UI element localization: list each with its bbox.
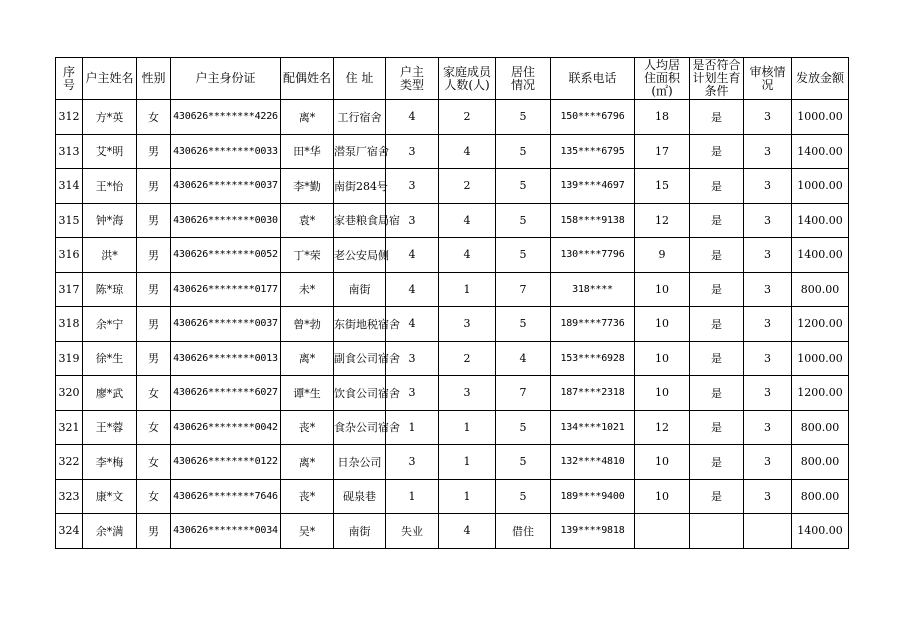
cell-area: 12 <box>635 203 690 238</box>
cell-gender: 女 <box>137 376 171 411</box>
cell-spouse: 吴* <box>281 514 334 549</box>
cell-type: 3 <box>386 341 439 376</box>
cell-seq: 324 <box>56 514 83 549</box>
cell-phone: 189****9400 <box>551 479 635 514</box>
table-row <box>56 134 849 169</box>
cell-id: 430626********0052 <box>171 238 281 273</box>
cell-amount: 1000.00 <box>792 341 849 376</box>
cell-phone: 139****4697 <box>551 169 635 204</box>
cell-members: 2 <box>439 100 496 135</box>
cell-type: 4 <box>386 238 439 273</box>
cell-address: 砚泉巷 <box>334 479 386 514</box>
header-type: 户主 类型 <box>386 58 439 100</box>
cell-gender: 男 <box>137 134 171 169</box>
cell-review: 3 <box>744 203 792 238</box>
cell-phone: 135****6795 <box>551 134 635 169</box>
table-row <box>56 376 849 411</box>
header-row <box>56 58 849 100</box>
cell-gender: 男 <box>137 169 171 204</box>
cell-seq: 315 <box>56 203 83 238</box>
cell-gender: 女 <box>137 479 171 514</box>
cell-gender: 女 <box>137 445 171 480</box>
cell-owner: 陈*琼 <box>83 272 137 307</box>
cell-planning: 是 <box>690 203 744 238</box>
cell-owner: 方*英 <box>83 100 137 135</box>
cell-area: 10 <box>635 341 690 376</box>
cell-review: 3 <box>744 410 792 445</box>
cell-phone: 134****1021 <box>551 410 635 445</box>
header-gender: 性别 <box>137 58 171 100</box>
header-seq: 序 号 <box>56 58 83 100</box>
cell-residence: 5 <box>496 445 551 480</box>
cell-phone: 318**** <box>551 272 635 307</box>
cell-id: 430626********0030 <box>171 203 281 238</box>
cell-area: 10 <box>635 376 690 411</box>
cell-planning: 是 <box>690 445 744 480</box>
cell-residence: 5 <box>496 479 551 514</box>
cell-id: 430626********6027 <box>171 376 281 411</box>
cell-address: 南街 <box>334 514 386 549</box>
cell-id: 430626********0037 <box>171 169 281 204</box>
cell-planning: 是 <box>690 100 744 135</box>
subsidy-table <box>55 57 849 549</box>
cell-members: 1 <box>439 272 496 307</box>
cell-planning: 是 <box>690 169 744 204</box>
cell-review: 3 <box>744 479 792 514</box>
cell-review: 3 <box>744 169 792 204</box>
cell-spouse: 离* <box>281 100 334 135</box>
cell-owner: 廖*武 <box>83 376 137 411</box>
header-residence: 居住 情况 <box>496 58 551 100</box>
cell-planning <box>690 514 744 549</box>
cell-id: 430626********0042 <box>171 410 281 445</box>
cell-gender: 男 <box>137 272 171 307</box>
table-row <box>56 479 849 514</box>
header-phone: 联系电话 <box>551 58 635 100</box>
cell-address: 副食公司宿舍 <box>334 341 386 376</box>
cell-residence: 4 <box>496 341 551 376</box>
cell-id: 430626********0177 <box>171 272 281 307</box>
cell-amount: 1200.00 <box>792 376 849 411</box>
cell-amount: 800.00 <box>792 479 849 514</box>
cell-members: 4 <box>439 238 496 273</box>
cell-address: 南街 <box>334 272 386 307</box>
cell-seq: 318 <box>56 307 83 342</box>
cell-review: 3 <box>744 134 792 169</box>
cell-spouse: 丁*荣 <box>281 238 334 273</box>
cell-area: 10 <box>635 445 690 480</box>
cell-members: 2 <box>439 169 496 204</box>
cell-type: 1 <box>386 410 439 445</box>
cell-planning: 是 <box>690 410 744 445</box>
header-planning: 是否符合 计划生育 条件 <box>690 58 744 100</box>
cell-gender: 男 <box>137 238 171 273</box>
cell-area: 12 <box>635 410 690 445</box>
cell-gender: 男 <box>137 203 171 238</box>
cell-type: 3 <box>386 203 439 238</box>
cell-gender: 男 <box>137 307 171 342</box>
cell-phone: 187****2318 <box>551 376 635 411</box>
cell-residence: 7 <box>496 272 551 307</box>
cell-residence: 5 <box>496 100 551 135</box>
cell-amount: 1000.00 <box>792 169 849 204</box>
cell-phone: 130****7796 <box>551 238 635 273</box>
cell-residence: 5 <box>496 169 551 204</box>
cell-amount: 800.00 <box>792 410 849 445</box>
cell-address: 南街284号 <box>334 169 386 204</box>
cell-id: 430626********0034 <box>171 514 281 549</box>
cell-owner: 艾*明 <box>83 134 137 169</box>
cell-spouse: 离* <box>281 341 334 376</box>
cell-seq: 314 <box>56 169 83 204</box>
cell-review: 3 <box>744 445 792 480</box>
cell-address: 饮食公司宿舍 <box>334 376 386 411</box>
table-row <box>56 100 849 135</box>
cell-type: 3 <box>386 445 439 480</box>
cell-phone: 132****4810 <box>551 445 635 480</box>
cell-amount: 1400.00 <box>792 134 849 169</box>
cell-seq: 312 <box>56 100 83 135</box>
cell-type: 4 <box>386 272 439 307</box>
cell-owner: 余*满 <box>83 514 137 549</box>
cell-area: 9 <box>635 238 690 273</box>
cell-seq: 320 <box>56 376 83 411</box>
cell-phone: 139****9818 <box>551 514 635 549</box>
cell-amount: 800.00 <box>792 445 849 480</box>
table-row <box>56 169 849 204</box>
cell-type: 3 <box>386 376 439 411</box>
cell-owner: 钟*海 <box>83 203 137 238</box>
table-row <box>56 410 849 445</box>
cell-address: 潜泵厂宿舍 <box>334 134 386 169</box>
cell-id: 430626********0122 <box>171 445 281 480</box>
cell-address: 工行宿舍 <box>334 100 386 135</box>
cell-phone: 153****6928 <box>551 341 635 376</box>
cell-residence: 5 <box>496 307 551 342</box>
cell-id: 430626********0033 <box>171 134 281 169</box>
cell-members: 1 <box>439 410 496 445</box>
cell-review: 3 <box>744 100 792 135</box>
cell-address: 东街地税宿舍 <box>334 307 386 342</box>
cell-residence: 7 <box>496 376 551 411</box>
cell-residence: 5 <box>496 238 551 273</box>
cell-spouse: 谭*生 <box>281 376 334 411</box>
cell-planning: 是 <box>690 376 744 411</box>
cell-spouse: 袁* <box>281 203 334 238</box>
cell-members: 1 <box>439 479 496 514</box>
cell-phone: 150****6796 <box>551 100 635 135</box>
cell-id: 430626********0037 <box>171 307 281 342</box>
table-row <box>56 307 849 342</box>
cell-address: 日杂公司 <box>334 445 386 480</box>
cell-id: 430626********0013 <box>171 341 281 376</box>
cell-seq: 317 <box>56 272 83 307</box>
header-review: 审核情况 <box>744 58 792 100</box>
cell-seq: 316 <box>56 238 83 273</box>
cell-amount: 1400.00 <box>792 203 849 238</box>
cell-review: 3 <box>744 272 792 307</box>
cell-owner: 李*梅 <box>83 445 137 480</box>
header-owner: 户主姓名 <box>83 58 137 100</box>
cell-residence: 借住 <box>496 514 551 549</box>
header-members: 家庭成员 人数(人) <box>439 58 496 100</box>
cell-planning: 是 <box>690 341 744 376</box>
cell-owner: 王*怡 <box>83 169 137 204</box>
cell-owner: 康*文 <box>83 479 137 514</box>
cell-phone: 189****7736 <box>551 307 635 342</box>
cell-amount: 1000.00 <box>792 100 849 135</box>
cell-spouse: 丧* <box>281 479 334 514</box>
cell-seq: 319 <box>56 341 83 376</box>
table-row <box>56 514 849 549</box>
cell-id: 430626********7646 <box>171 479 281 514</box>
cell-area: 10 <box>635 272 690 307</box>
table-row <box>56 341 849 376</box>
table-row <box>56 203 849 238</box>
cell-members: 4 <box>439 514 496 549</box>
cell-area: 10 <box>635 307 690 342</box>
cell-planning: 是 <box>690 479 744 514</box>
cell-residence: 5 <box>496 410 551 445</box>
cell-members: 4 <box>439 203 496 238</box>
cell-type: 3 <box>386 134 439 169</box>
cell-spouse: 丧* <box>281 410 334 445</box>
cell-address: 食杂公司宿舍 <box>334 410 386 445</box>
cell-seq: 321 <box>56 410 83 445</box>
cell-owner: 洪* <box>83 238 137 273</box>
table-body <box>56 100 849 549</box>
cell-area: 15 <box>635 169 690 204</box>
cell-owner: 王*蓉 <box>83 410 137 445</box>
cell-members: 3 <box>439 307 496 342</box>
cell-id: 430626********4226 <box>171 100 281 135</box>
cell-review: 3 <box>744 376 792 411</box>
cell-area: 18 <box>635 100 690 135</box>
cell-type: 4 <box>386 100 439 135</box>
cell-members: 2 <box>439 341 496 376</box>
cell-phone: 158****9138 <box>551 203 635 238</box>
cell-review <box>744 514 792 549</box>
cell-review: 3 <box>744 341 792 376</box>
cell-spouse: 曾*勃 <box>281 307 334 342</box>
cell-address: 老公安局侧 <box>334 238 386 273</box>
cell-area: 10 <box>635 479 690 514</box>
cell-amount: 1400.00 <box>792 514 849 549</box>
cell-area: 17 <box>635 134 690 169</box>
header-area: 人均居 住面积 (㎡) <box>635 58 690 100</box>
cell-type: 3 <box>386 169 439 204</box>
cell-seq: 323 <box>56 479 83 514</box>
cell-spouse: 田*华 <box>281 134 334 169</box>
cell-planning: 是 <box>690 307 744 342</box>
cell-address: 家巷粮食局宿 <box>334 203 386 238</box>
header-amount: 发放金额 <box>792 58 849 100</box>
cell-seq: 313 <box>56 134 83 169</box>
cell-residence: 5 <box>496 203 551 238</box>
cell-amount: 1200.00 <box>792 307 849 342</box>
cell-type: 1 <box>386 479 439 514</box>
cell-gender: 男 <box>137 341 171 376</box>
cell-spouse: 未* <box>281 272 334 307</box>
cell-type: 4 <box>386 307 439 342</box>
cell-residence: 5 <box>496 134 551 169</box>
cell-gender: 男 <box>137 514 171 549</box>
cell-review: 3 <box>744 238 792 273</box>
cell-members: 1 <box>439 445 496 480</box>
cell-seq: 322 <box>56 445 83 480</box>
header-address: 住 址 <box>334 58 386 100</box>
cell-area <box>635 514 690 549</box>
cell-spouse: 离* <box>281 445 334 480</box>
cell-planning: 是 <box>690 238 744 273</box>
header-spouse: 配偶姓名 <box>281 58 334 100</box>
cell-amount: 800.00 <box>792 272 849 307</box>
cell-amount: 1400.00 <box>792 238 849 273</box>
cell-gender: 女 <box>137 100 171 135</box>
cell-owner: 余*宁 <box>83 307 137 342</box>
cell-spouse: 李*勤 <box>281 169 334 204</box>
table-row <box>56 445 849 480</box>
cell-planning: 是 <box>690 134 744 169</box>
table-row <box>56 272 849 307</box>
cell-review: 3 <box>744 307 792 342</box>
header-id: 户主身份证 <box>171 58 281 100</box>
cell-members: 4 <box>439 134 496 169</box>
cell-owner: 徐*生 <box>83 341 137 376</box>
cell-planning: 是 <box>690 272 744 307</box>
cell-type: 失业 <box>386 514 439 549</box>
cell-gender: 女 <box>137 410 171 445</box>
cell-members: 3 <box>439 376 496 411</box>
table-row <box>56 238 849 273</box>
